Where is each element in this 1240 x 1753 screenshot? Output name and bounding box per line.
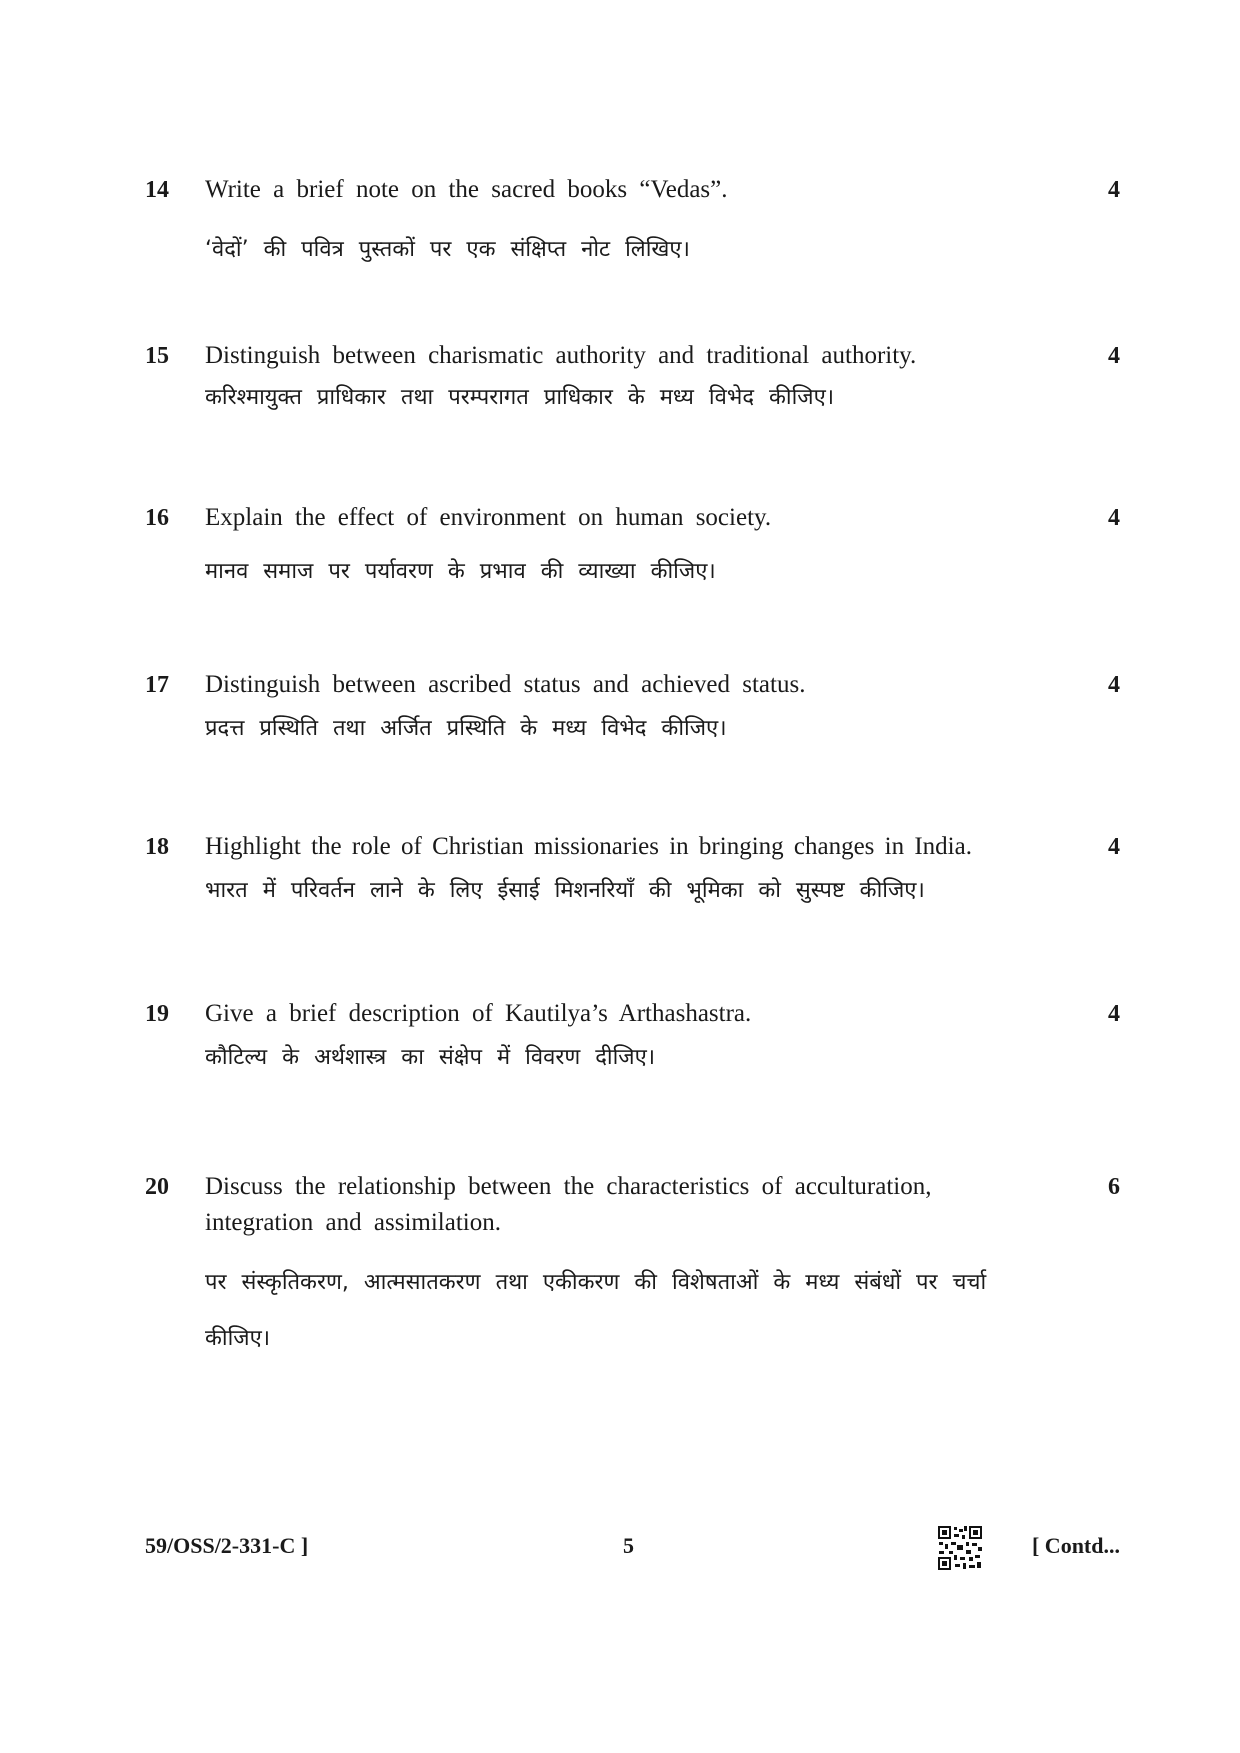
question-number: 17 <box>145 672 169 698</box>
question-text-hindi: पर संस्कृतिकरण, आत्मसातकरण तथा एकीकरण की विशेषताओं के मध्य संबंधों पर चर्चा कीजिए। <box>205 1270 987 1351</box>
page-footer <box>145 1525 1120 1575</box>
question-marks: 4 <box>1108 1001 1120 1027</box>
question-text-english: Write a brief note on the sacred books “Vedas”. <box>205 176 728 203</box>
question-number: 20 <box>145 1174 169 1200</box>
question-text-english: Give a brief description of Kautilya’s Arthashastra. <box>205 1000 752 1027</box>
question-number: 18 <box>145 834 169 860</box>
question-text-english: Highlight the role of Christian missionaries in bringing changes in India. <box>205 833 972 860</box>
question-marks: 4 <box>1108 505 1120 531</box>
question-number: 16 <box>145 505 169 531</box>
question-number: 19 <box>145 1001 169 1027</box>
question-number: 15 <box>145 343 169 369</box>
question-text-english: Explain the effect of environment on human society. <box>205 504 772 531</box>
paper-code: 59/OSS/2-331-C ] <box>145 1533 309 1558</box>
page-number: 5 <box>623 1533 634 1558</box>
question-text-english: Distinguish between ascribed status and achieved status. <box>205 671 806 698</box>
question-text-english: Distinguish between charismatic authority and traditional authority. <box>205 342 917 369</box>
qr-code-icon <box>937 1525 983 1571</box>
question-marks: 4 <box>1108 672 1120 698</box>
question-text-hindi: ‘वेदों’ की पवित्र पुस्तकों पर एक संक्षिप्त नोट लिखिए। <box>205 237 690 262</box>
question-number: 14 <box>145 177 169 203</box>
question-marks: 4 <box>1108 343 1120 369</box>
question-text-english: Discuss the relationship between the characteristics of acculturation, integration and assimilation. <box>205 1173 932 1236</box>
question-text-hindi: मानव समाज पर पर्यावरण के प्रभाव की व्याख्या कीजिए। <box>205 559 716 584</box>
question-marks: 6 <box>1108 1174 1120 1200</box>
question-text-hindi: प्रदत्त प्रस्थिति तथा अर्जित प्रस्थिति के मध्य विभेद कीजिए। <box>205 716 727 741</box>
question-text-hindi: भारत में परिवर्तन लाने के लिए ईसाई मिशनरियाँ की भूमिका को सुस्पष्ट कीजिए। <box>205 878 925 903</box>
question-text-hindi: कौटिल्य के अर्थशास्त्र का संक्षेप में विवरण दीजिए। <box>205 1045 656 1070</box>
question-marks: 4 <box>1108 177 1120 203</box>
continued-label: [ Contd... <box>1031 1533 1120 1558</box>
question-text-hindi: करिश्मायुक्त प्राधिकार तथा परम्परागत प्राधिकार के मध्य विभेद कीजिए। <box>205 385 835 410</box>
question-marks: 4 <box>1108 834 1120 860</box>
